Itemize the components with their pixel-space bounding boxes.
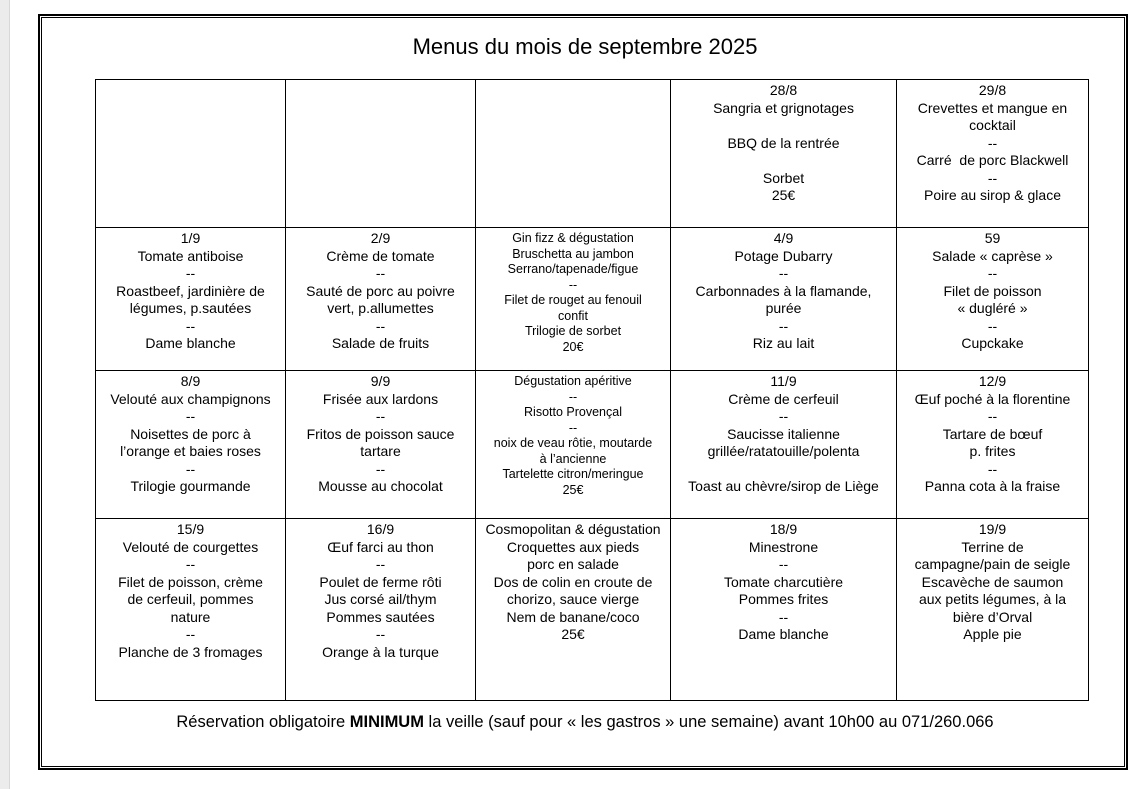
menu-line: campagne/pain de seigle [914,556,1071,572]
menu-line: Œuf farci au thon [327,538,434,555]
menu-line: Velouté aux champignons [110,390,271,407]
menu-line: 25€ [561,626,585,642]
menu-line: Minestrone [748,538,819,555]
menu-cell [897,519,1089,701]
menu-cell [476,371,671,519]
menu-line [674,461,893,479]
menu-line: Crème de cerfeuil [728,390,839,407]
menu-line: -- [185,556,196,572]
menu-line: Orange à la turque [322,643,439,660]
menu-line: -- [185,626,196,642]
menu-line: -- [987,169,998,186]
menu-line: Dame blanche [738,626,829,642]
menu-cell [476,228,671,371]
menu-cell [671,371,897,519]
menu-cell [96,371,286,519]
menu-cell [286,80,476,228]
menu-cell [476,519,671,701]
menu-table [95,79,1089,701]
menu-line: Bruschetta au jambon [512,246,634,261]
menu-line: -- [987,134,998,151]
menu-line: « dugléré » [957,300,1028,316]
menu-line: -- [375,460,386,477]
menu-line: Salade « caprèse » [932,247,1053,264]
week-row [96,519,1089,701]
page-title: Menus du mois de septembre 2025 [412,34,758,59]
menu-line: Dame blanche [145,335,236,351]
menu-line: Trilogie de sorbet [524,324,622,338]
menu-line: -- [987,317,998,334]
menu-line: BBQ de la rentrée [727,134,840,151]
menu-line [674,117,893,135]
menu-cell-heading: 11/9 [770,373,797,389]
menu-line: -- [375,317,386,334]
menu-line: -- [185,265,196,281]
menu-line: Roastbeef, jardinière de [116,282,265,299]
menu-line: 25€ [771,187,796,203]
menu-line: Poire au sirop & glace [924,187,1061,203]
menu-line: Mousse au chocolat [318,478,443,494]
menu-line: Filet de poisson, crème [118,573,263,590]
menu-line: l’orange et baies roses [120,443,261,459]
menu-cell-heading: 16/9 [366,521,395,537]
menu-cell-heading: 1/9 [180,230,201,246]
menu-line: Poulet de ferme rôti [319,573,442,590]
menu-line: Planche de 3 fromages [118,643,263,660]
menu-line: Serrano/tapenade/figue [507,262,639,276]
menu-line: tartare [360,443,401,459]
menu-line: Nem de banane/coco [506,608,640,625]
menu-cell [897,371,1089,519]
menu-line: Toast au chèvre/sirop de Liège [688,478,879,494]
menu-line: de cerfeuil, pommes [127,591,254,607]
menu-cell-heading: 28/8 [769,82,798,98]
menu-line: légumes, p.sautées [129,300,252,316]
menu-cell-heading: 12/9 [978,373,1007,389]
menu-cell [96,228,286,371]
menu-line: -- [778,317,789,334]
menu-line: Sauté de porc au poivre [306,282,455,299]
menu-line: Tomate charcutière [723,573,844,590]
menu-cell [286,371,476,519]
menu-line: nature [170,608,211,625]
menu-line: Pommes frites [738,591,829,607]
menu-line: Jus corsé ail/thym [324,591,437,607]
week-row [96,80,1089,228]
menu-line: Noisettes de porc à [130,425,251,442]
menu-line: -- [987,460,998,477]
menu-line: -- [568,277,578,292]
menu-cell-heading: Cosmopolitan & dégustation [485,521,661,537]
menu-cell-heading: Dégustation apéritive [514,374,632,388]
menu-line: -- [778,265,789,281]
menu-line: -- [778,408,789,424]
reservation-note-start: Réservation obligatoire [176,713,350,731]
menu-cell-heading: Gin fizz & dégustation [512,231,634,245]
menu-cell-heading: 15/9 [176,521,205,537]
menu-line: -- [185,460,196,477]
menu-line: à l’ancienne [539,451,607,466]
reservation-note-end: la veille (sauf pour « les gastros » une semaine) avant 10h00 au 071/260.066 [423,713,994,731]
menu-line: -- [185,408,196,424]
menu-line: 25€ [562,482,584,497]
menu-line: Carbonnades à la flamande, [695,282,872,299]
menu-line: -- [778,608,789,625]
menu-line: Pommes sautées [326,608,435,625]
menu-line: Cupckake [961,335,1024,351]
menu-line: chorizo, sauce vierge [506,591,640,607]
menu-line: -- [375,408,386,424]
menu-line: Trilogie gourmande [130,478,251,494]
menu-line: Velouté de courgettes [122,538,259,555]
menu-line: Crevettes et mangue en [917,99,1068,116]
menu-line: bière d’Orval [952,608,1033,625]
menu-cell [286,228,476,371]
menu-cell [897,80,1089,228]
reservation-note-emphasis: MINIMUM [349,713,424,731]
menu-line: Salade de fruits [331,335,430,351]
menu-line: Crème de tomate [326,247,435,264]
menu-line: noix de veau rôtie, moutarde [493,436,653,450]
menu-line: Risotto Provençal [524,405,622,419]
menu-line: purée [765,300,802,316]
menu-cell [897,228,1089,371]
menu-line: -- [375,626,386,642]
menu-cell [96,80,286,228]
menu-line: Carré de porc Blackwell [916,152,1069,168]
menu-line: Panna cota à la fraise [924,478,1061,494]
menu-cell [671,80,897,228]
menu-line: -- [375,556,386,572]
menu-line [674,152,893,170]
reservation-note [0,713,1143,732]
menu-cell-heading: 9/9 [370,373,391,389]
menu-line: Filet de poisson [943,282,1042,299]
menu-line: Tomate antiboise [137,247,244,264]
menu-line: confit [558,308,588,323]
menu-line: -- [375,265,386,281]
menu-line: grillée/ratatouille/polenta [707,443,860,459]
menu-cell-heading: 2/9 [370,230,391,246]
menu-line: Croquettes aux pieds [506,538,640,555]
menu-line: Fritos de poisson sauce [306,425,455,442]
menu-line: Tartare de bœuf [942,425,1043,442]
menu-line: -- [987,408,998,424]
menu-line: Terrine de [961,538,1024,555]
menu-line: Apple pie [963,626,1022,642]
menu-line: porc en salade [527,556,619,572]
menu-cell-heading: 4/9 [773,230,794,246]
menu-line: Riz au lait [752,335,815,351]
week-row [96,371,1089,519]
menu-cell-heading: 59 [984,230,1001,246]
menu-line: Œuf poché à la florentine [914,390,1071,407]
menu-cell [671,228,897,371]
menu-line: -- [778,556,789,572]
menu-line: -- [987,265,998,281]
menu-line: aux petits légumes, à la [918,591,1067,607]
menu-line: Potage Dubarry [734,247,833,264]
menu-cell-heading: 18/9 [769,521,798,537]
menu-line: vert, p.allumettes [327,300,434,316]
menu-line: -- [568,389,578,404]
menu-line: p. frites [969,443,1016,459]
menu-line: Sorbet [762,169,805,186]
menu-line: -- [185,317,196,334]
menu-cell-heading: 8/9 [180,373,201,389]
menu-line: Escavèche de saumon [921,573,1064,590]
week-row [96,228,1089,371]
menu-line: Frisée aux lardons [322,390,439,407]
page-edge [0,0,10,789]
menu-line: Saucisse italienne [727,425,840,442]
menu-cell [476,80,671,228]
menu-cell-heading: 29/8 [978,82,1007,98]
menu-cell [671,519,897,701]
menu-cell [286,519,476,701]
menu-line: -- [568,420,578,435]
menu-line: Sangria et grignotages [713,99,854,116]
menu-line: Dos de colin en croute de [493,573,653,590]
menu-line: Tartelette citron/meringue [502,467,644,481]
menu-line: cocktail [969,117,1016,133]
menu-cell [96,519,286,701]
menu-line: Filet de rouget au fenouil [504,293,642,307]
menu-line: 20€ [562,339,584,354]
menu-cell-heading: 19/9 [978,521,1007,537]
